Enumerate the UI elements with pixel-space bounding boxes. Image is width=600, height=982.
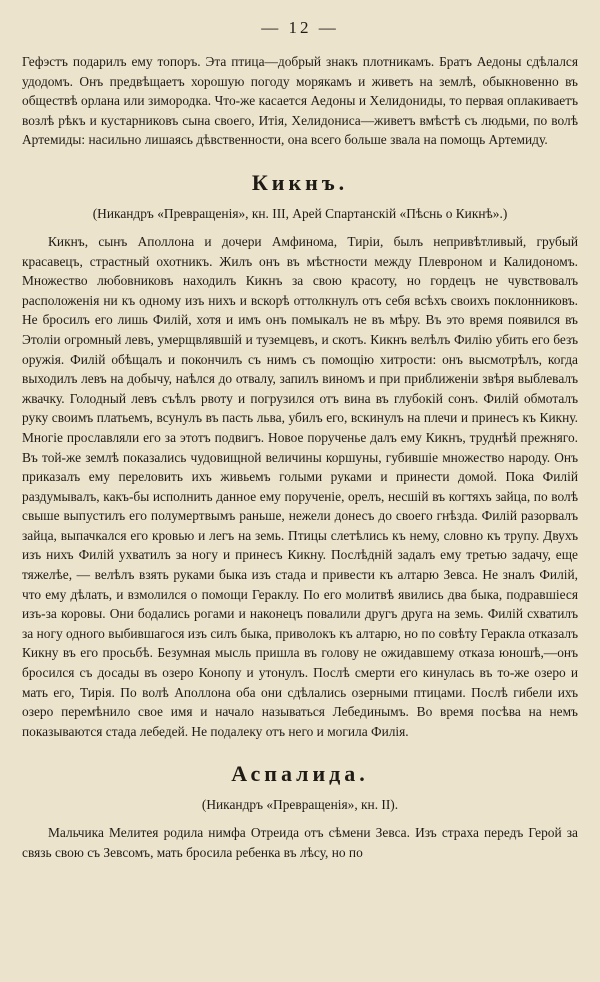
section-title-aspalida: Аспалида. — [231, 761, 369, 787]
section-sources-aspalida: (Никандръ «Превращенія», кн. II). — [201, 797, 399, 813]
section-sources-kikn: (Никандръ «Превращенія», кн. III, Арей Спартанскій «Пѣснь о Кикнѣ».) — [92, 205, 508, 221]
section-paragraph-kikn: Кикнъ, сынъ Аполлона и дочери Амфинома, Тиріи, былъ непривѣтливый, грубый красавецъ, страстный охотникъ. Жилъ онъ въ мѣстности между Плевроном и Калидономъ. Множество любовниковъ находилъ Кикнъ за свою красоту, но гордецъ не чувствовалъ расположенія ни къ одному изъ нихъ и вскорѣ оттолкнулъ отъ себя всѣхъ своихъ поклонниковъ. Не бросилъ его лишь Филій, хотя и имъ онъ помыкалъ не въ мѣру. Въ это время появился въ Этоліи огромный левъ, умерщвлявшій и туземцевъ, и скотъ. Кикнъ велѣлъ Филію убить его безъ оружія. Филій обѣщалъ и покончилъ съ нимъ съ помощію хитрости: онъ высмотрѣлъ, когда выходилъ левъ на добычу, наѣлся до отвалу, запилъ виномъ и при приближеніи звѣря выблевалъ жвачку. Голодный левъ съѣлъ рвоту и погрузился отъ вина въ глубокій сонъ. Филій обмоталъ руку своимъ платьемъ, всунулъ въ пасть льва, убилъ его, вскинулъ на плечи и принесъ къ Кикну. Многіе прославляли его за этотъ подвигъ. Новое порученье далъ ему Кикнъ, труднѣй прежняго. Въ той-же землѣ показались чудовищной величины коршуны, губившіе множество народу. Онъ приказалъ ему переловить ихъ живьемъ голыми руками и принести домой. Пока Филій раздумывалъ, какъ-бы исполнить данное ему порученіе, орелъ, несшій въ когтяхъ зайца, по волѣ свыше выпустилъ его полумертвымъ раньше, нежели донесъ до своего гнѣзда. Филій разорвалъ зайца, выпачкался его кровью и легъ на земь. Птицы слетѣлись къ нему, словно къ трупу. Двухъ изъ нихъ Филій ухватилъ за ногу и принесъ Кикну. Послѣдній задалъ ему третью задачу, еще тяжелѣе, — велѣлъ взять руками быка изъ стада и привести къ алтарю Зевса. Не зналъ Филій, что ему дѣлать, и взмолился о помощи Гераклу. По его молитвѣ явились два быка, подравшіеся изъ-за коровы. Они бодались рогами и наконецъ повалили другъ друга на земь. Филій схватилъ за ногу одного выбившагося изъ силъ быка, приволокъ къ алтарю, но по совѣту Геракла отказалъ Кикну въ его просьбѣ. Безумная мысль пришла въ голову не ожидавшему отказа юношѣ,—онъ бросился съ досады въ озеро Конопу и утонулъ. Послѣ смерти его кинулась въ то-же озеро и мать его, Тирія. По волѣ Аполлона оба они сдѣлались озерными птицами. Послѣ гибели ихъ озеро перемѣнило свое имя и начало называться Лебединымъ. Во время посѣва на немъ показываются стада лебедей. Не подалеку отъ него и могила Филія. — [22, 233, 578, 739]
intro-paragraph: Гефэстъ подарилъ ему топоръ. Эта птица—добрый знакъ плотникамъ. Братъ Аедоны сдѣлался удодомъ. Онъ предвѣщаетъ хорошую погоду морякамъ и живетъ на землѣ, обыкновенно въ обществѣ орлана или зимородка. Что-же касается Аедоны и Хелидониды, то первая оплакиваетъ возлѣ рѣкъ и кустарниковъ сына своего, Итія, Хелидониса—живетъ вмѣстѣ съ людьми, по волѣ Артемиды: насильно лишаясь дѣвственности, она всего больше звала на помощь Артемиду. — [22, 54, 578, 148]
page-number: — 12 — — [261, 18, 339, 37]
section-title-kikn: Кикнъ. — [251, 169, 349, 195]
section-paragraph-aspalida: Мальчика Мелитея родила нимфа Отреида отъ сѣмени Зевса. Изъ страха передъ Герой за связь свою съ Зевсомъ, мать бросила ребенка въ лѣсу, но по — [22, 825, 578, 860]
